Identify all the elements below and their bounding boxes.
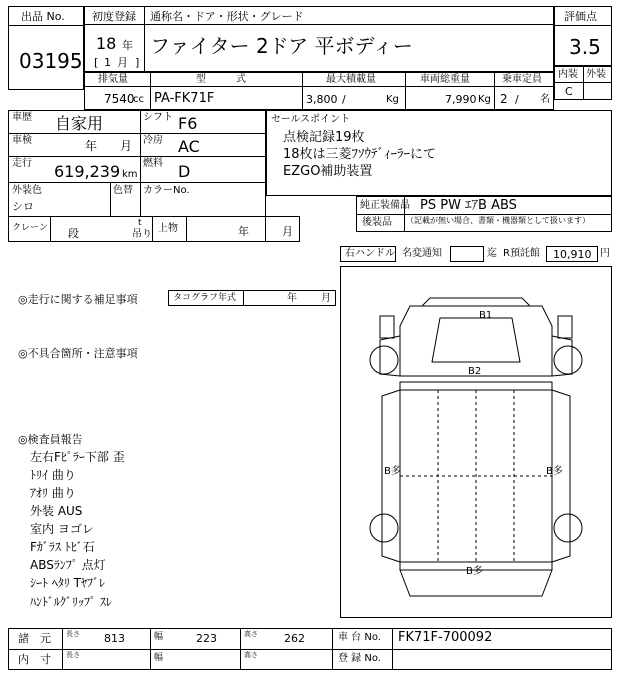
score-box: 評価点 3.5 (554, 6, 612, 66)
lot-number: 03195 (19, 49, 83, 73)
defects-label: ◎不具合箇所・注意事項 (18, 347, 138, 360)
mark-b-many-right: B多 (546, 466, 563, 477)
exterior-color: シロ (12, 200, 34, 213)
displacement: 7540 (104, 92, 135, 106)
aftermarket-note: （記載が無い場合、書類・機器類として扱います） (406, 216, 590, 225)
report-line: Fｶﾞﾗｽ ﾄﾋﾞ石 (30, 540, 95, 554)
car-name: ファイター 2ドア 平ボディー (150, 34, 413, 58)
standard-equipment: PS PW ｴｱB ABS (420, 198, 517, 213)
length-value: 813 (104, 632, 125, 645)
max-load: 3,800 (306, 93, 338, 106)
capacity: 2 (500, 92, 508, 106)
height-value: 262 (284, 632, 305, 645)
first-reg-month: 1 (104, 56, 111, 69)
report-line: ｼｰﾄ ﾍﾀﾘ Tﾔﾌﾞﾚ (30, 576, 105, 590)
first-reg-year: 18 (96, 34, 117, 53)
crane-row (8, 216, 300, 242)
steering-box: 右ハンドル (340, 246, 396, 262)
air-conditioning: AC (178, 137, 200, 156)
int-ext-score: 内装 外装 C (554, 66, 612, 100)
model-code: PA-FK71F (154, 91, 215, 106)
report-line: ﾄﾘｲ 曲り (30, 468, 76, 482)
lot-number-box (8, 6, 84, 90)
sales-points-box: セールスポイント 点検記録19枚 18枚は三菱ﾌｿｳﾃﾞｨｰﾗｰにて EZGO補助装置 (266, 110, 612, 196)
first-reg-label: 初度登録 (92, 10, 136, 23)
interior-score: C (565, 85, 573, 98)
report-line: 外装 AUS (30, 504, 83, 518)
report-line: ABSﾗﾝﾌﾟ 点灯 (30, 558, 106, 572)
sales-point-line: 点検記録19枚 (283, 130, 365, 145)
lot-label: 出品 No. (21, 10, 65, 23)
gross-weight: 7,990 (445, 93, 477, 106)
vehicle-history: 自家用 (55, 114, 104, 133)
truck-damage-diagram (340, 266, 612, 618)
mark-b1: B1 (479, 310, 493, 321)
mark-b-many-rear: B多 (466, 566, 483, 577)
mark-b2: B2 (468, 366, 482, 377)
mileage: 619,239 (54, 162, 121, 181)
chassis-number: FK71F-700092 (398, 630, 493, 645)
mark-b-many-left: B多 (384, 466, 401, 477)
width-value: 223 (196, 632, 217, 645)
shift: F6 (178, 114, 198, 133)
score-value: 3.5 (569, 35, 601, 59)
fuel-type: D (178, 162, 191, 181)
report-line: ﾊﾝﾄﾞﾙｸﾞﾘｯﾌﾟ ｽﾚ (30, 595, 112, 609)
inspector-report-label: ◎検査員報告 (18, 433, 83, 446)
sales-point-line: EZGO補助装置 (283, 164, 373, 179)
report-line: ｱｵﾘ 曲り (30, 486, 76, 500)
driving-supplement-label: ◎走行に関する補足事項 (18, 293, 138, 306)
tachograph-box: タコグラフ年式 年 月 (168, 290, 336, 306)
recycle-fee: 10,910 (553, 248, 592, 261)
report-line: 左右Fﾋﾟﾗｰ下部 歪 (30, 450, 125, 464)
name-header: 通称名・ドア・形状・グレード (150, 10, 304, 23)
report-line: 室内 ヨゴレ (30, 522, 94, 536)
sales-point-line: 18枚は三菱ﾌｿｳﾃﾞｨｰﾗｰにて (283, 147, 437, 162)
